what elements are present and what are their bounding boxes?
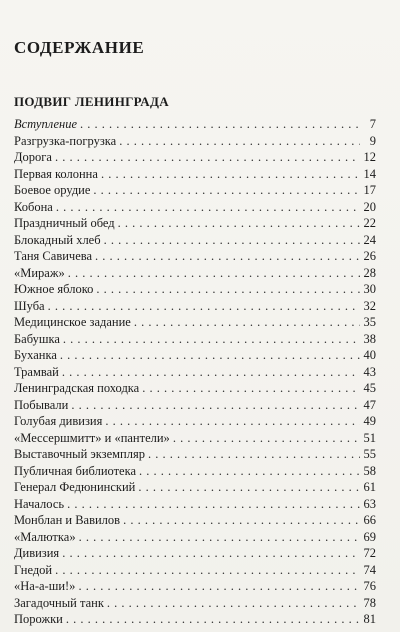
toc-entry bbox=[14, 562, 376, 579]
toc-entry bbox=[14, 133, 376, 150]
toc-entry-page: 78 bbox=[363, 595, 376, 610]
dot-leader bbox=[55, 149, 360, 166]
toc-entry-title: Медицинское задание bbox=[14, 315, 131, 329]
toc-entry-page: 20 bbox=[363, 199, 376, 214]
toc-entry bbox=[14, 199, 376, 216]
dot-leader bbox=[67, 496, 360, 513]
toc-entry-page: 24 bbox=[363, 232, 376, 247]
dot-leader bbox=[139, 463, 360, 480]
toc-entry bbox=[14, 496, 376, 513]
toc-entry-title: Загадочный танк bbox=[14, 595, 104, 610]
toc-entry bbox=[14, 463, 376, 480]
toc-entry bbox=[14, 430, 376, 447]
toc-entry-page: 43 bbox=[363, 364, 376, 379]
toc-entry bbox=[14, 232, 376, 249]
dot-leader bbox=[56, 199, 360, 216]
toc-entry-page: 35 bbox=[363, 315, 376, 329]
toc-entry-page: 40 bbox=[363, 348, 376, 362]
toc-entry-title: Генерал Федюнинский bbox=[14, 480, 136, 494]
toc-entry bbox=[14, 166, 376, 183]
toc-entry-title: Боевое орудие bbox=[14, 183, 91, 197]
toc-entry bbox=[14, 149, 376, 166]
toc-entry-page: 72 bbox=[363, 546, 376, 560]
dot-leader bbox=[78, 578, 360, 595]
toc-entry-page: 61 bbox=[363, 480, 376, 494]
dot-leader bbox=[79, 529, 360, 546]
dot-leader bbox=[101, 166, 360, 183]
toc-entry bbox=[14, 380, 376, 397]
toc-entry bbox=[14, 595, 376, 612]
toc-entry bbox=[14, 397, 376, 414]
toc-entry-title: «Малютка» bbox=[14, 529, 76, 544]
dot-leader bbox=[138, 479, 360, 496]
dot-leader bbox=[60, 347, 360, 364]
toc-entry bbox=[14, 248, 376, 265]
toc-entry-page: 69 bbox=[363, 529, 376, 544]
dot-leader bbox=[62, 545, 360, 562]
toc-entry-title: «На-а-ши!» bbox=[14, 579, 76, 593]
section-heading: ПОДВИГ ЛЕНИНГРАДА bbox=[14, 94, 169, 109]
dot-leader bbox=[123, 512, 360, 529]
toc-entry bbox=[14, 298, 376, 315]
dot-leader bbox=[134, 314, 360, 331]
toc-entry-page: 66 bbox=[363, 513, 376, 527]
toc-list bbox=[14, 116, 376, 628]
toc-entry-title: «Мессершмитт» и «пантели» bbox=[14, 430, 170, 445]
toc-entry bbox=[14, 545, 376, 562]
toc-entry-title: Порожки bbox=[14, 612, 63, 626]
toc-entry-page: 14 bbox=[363, 166, 376, 181]
toc-entry-page: 28 bbox=[363, 265, 376, 280]
toc-entry-page: 30 bbox=[363, 282, 376, 296]
dot-leader bbox=[96, 281, 360, 298]
toc-entry-title: Началось bbox=[14, 496, 65, 511]
toc-entry-title: Гнедой bbox=[14, 562, 53, 577]
toc-entry-page: 81 bbox=[363, 612, 376, 626]
toc-entry-page: 26 bbox=[363, 249, 376, 263]
toc-entry-title: Побывали bbox=[14, 397, 69, 412]
toc-entry-page: 32 bbox=[363, 298, 376, 313]
toc-entry-page: 22 bbox=[363, 216, 376, 230]
toc-entry-page: 51 bbox=[363, 430, 376, 445]
dot-leader bbox=[173, 430, 360, 447]
toc-entry-page: 49 bbox=[363, 414, 376, 428]
toc-entry-title: Монблан и Вавилов bbox=[14, 513, 121, 527]
dot-leader bbox=[55, 562, 360, 579]
toc-entry bbox=[14, 265, 376, 282]
toc-entry-title: Дивизия bbox=[14, 546, 60, 560]
toc-entry bbox=[14, 529, 376, 546]
dot-leader bbox=[66, 611, 360, 628]
toc-entry-title: Буханка bbox=[14, 348, 57, 362]
dot-leader bbox=[104, 232, 360, 249]
toc-entry-page: 9 bbox=[369, 133, 376, 148]
toc-entry-title: Южное яблоко bbox=[14, 282, 94, 296]
toc-entry-title: Разгрузка-погрузка bbox=[14, 133, 117, 148]
dot-leader bbox=[48, 298, 360, 315]
dot-leader bbox=[71, 397, 360, 414]
dot-leader bbox=[93, 182, 360, 199]
dot-leader bbox=[107, 595, 360, 612]
dot-leader bbox=[118, 215, 360, 232]
dot-leader bbox=[80, 116, 360, 133]
toc-entry-title: Бабушка bbox=[14, 331, 60, 346]
toc-entry-title: Праздничный обед bbox=[14, 216, 115, 230]
dot-leader bbox=[105, 413, 360, 430]
toc-entry bbox=[14, 479, 376, 496]
toc-entry-title: Первая колонна bbox=[14, 166, 98, 181]
toc-entry bbox=[14, 578, 376, 595]
toc-entry bbox=[14, 611, 376, 628]
toc-entry-title: Вступление bbox=[14, 117, 78, 131]
toc-entry bbox=[14, 331, 376, 348]
dot-leader bbox=[63, 331, 360, 348]
toc-entry bbox=[14, 215, 376, 232]
dot-leader bbox=[68, 265, 360, 282]
toc-entry bbox=[14, 314, 376, 331]
toc-entry-title: Дорога bbox=[14, 150, 52, 164]
toc-entry bbox=[14, 512, 376, 529]
toc-entry-title: «Мираж» bbox=[14, 265, 65, 280]
dot-leader bbox=[119, 133, 360, 150]
toc-entry-title: Таня Савичева bbox=[14, 249, 93, 263]
toc-entry-page: 45 bbox=[363, 381, 376, 395]
toc-entry bbox=[14, 182, 376, 199]
toc-heading: СОДЕРЖАНИЕ bbox=[14, 38, 145, 57]
toc-entry-title: Публичная библиотека bbox=[14, 463, 137, 478]
toc-entry-title: Выставочный экземпляр bbox=[14, 447, 145, 461]
toc-entry bbox=[14, 116, 376, 133]
dot-leader bbox=[142, 380, 360, 397]
toc-entry-title: Голубая дивизия bbox=[14, 414, 103, 428]
toc-entry bbox=[14, 347, 376, 364]
toc-entry-page: 7 bbox=[369, 117, 376, 131]
toc-entry bbox=[14, 281, 376, 298]
toc-entry bbox=[14, 364, 376, 381]
dot-leader bbox=[62, 364, 360, 381]
toc-entry-title: Ленинградская походка bbox=[14, 381, 140, 395]
toc-entry-title: Шуба bbox=[14, 298, 45, 313]
toc-entry-title: Кобона bbox=[14, 199, 53, 214]
toc-entry-page: 63 bbox=[363, 496, 376, 511]
toc-entry-page: 17 bbox=[363, 183, 376, 197]
toc-entry-title: Блокадный хлеб bbox=[14, 232, 101, 247]
toc-entry-page: 55 bbox=[363, 447, 376, 461]
dot-leader bbox=[95, 248, 360, 265]
toc-entry-page: 58 bbox=[363, 463, 376, 478]
toc-entry-page: 47 bbox=[363, 397, 376, 412]
toc-entry-page: 76 bbox=[363, 579, 376, 593]
toc-entry-title: Трамвай bbox=[14, 364, 59, 379]
toc-entry-page: 38 bbox=[363, 331, 376, 346]
dot-leader bbox=[148, 446, 360, 463]
toc-entry-page: 74 bbox=[363, 562, 376, 577]
toc-entry bbox=[14, 446, 376, 463]
toc-entry-page: 12 bbox=[363, 150, 376, 164]
toc-entry bbox=[14, 413, 376, 430]
